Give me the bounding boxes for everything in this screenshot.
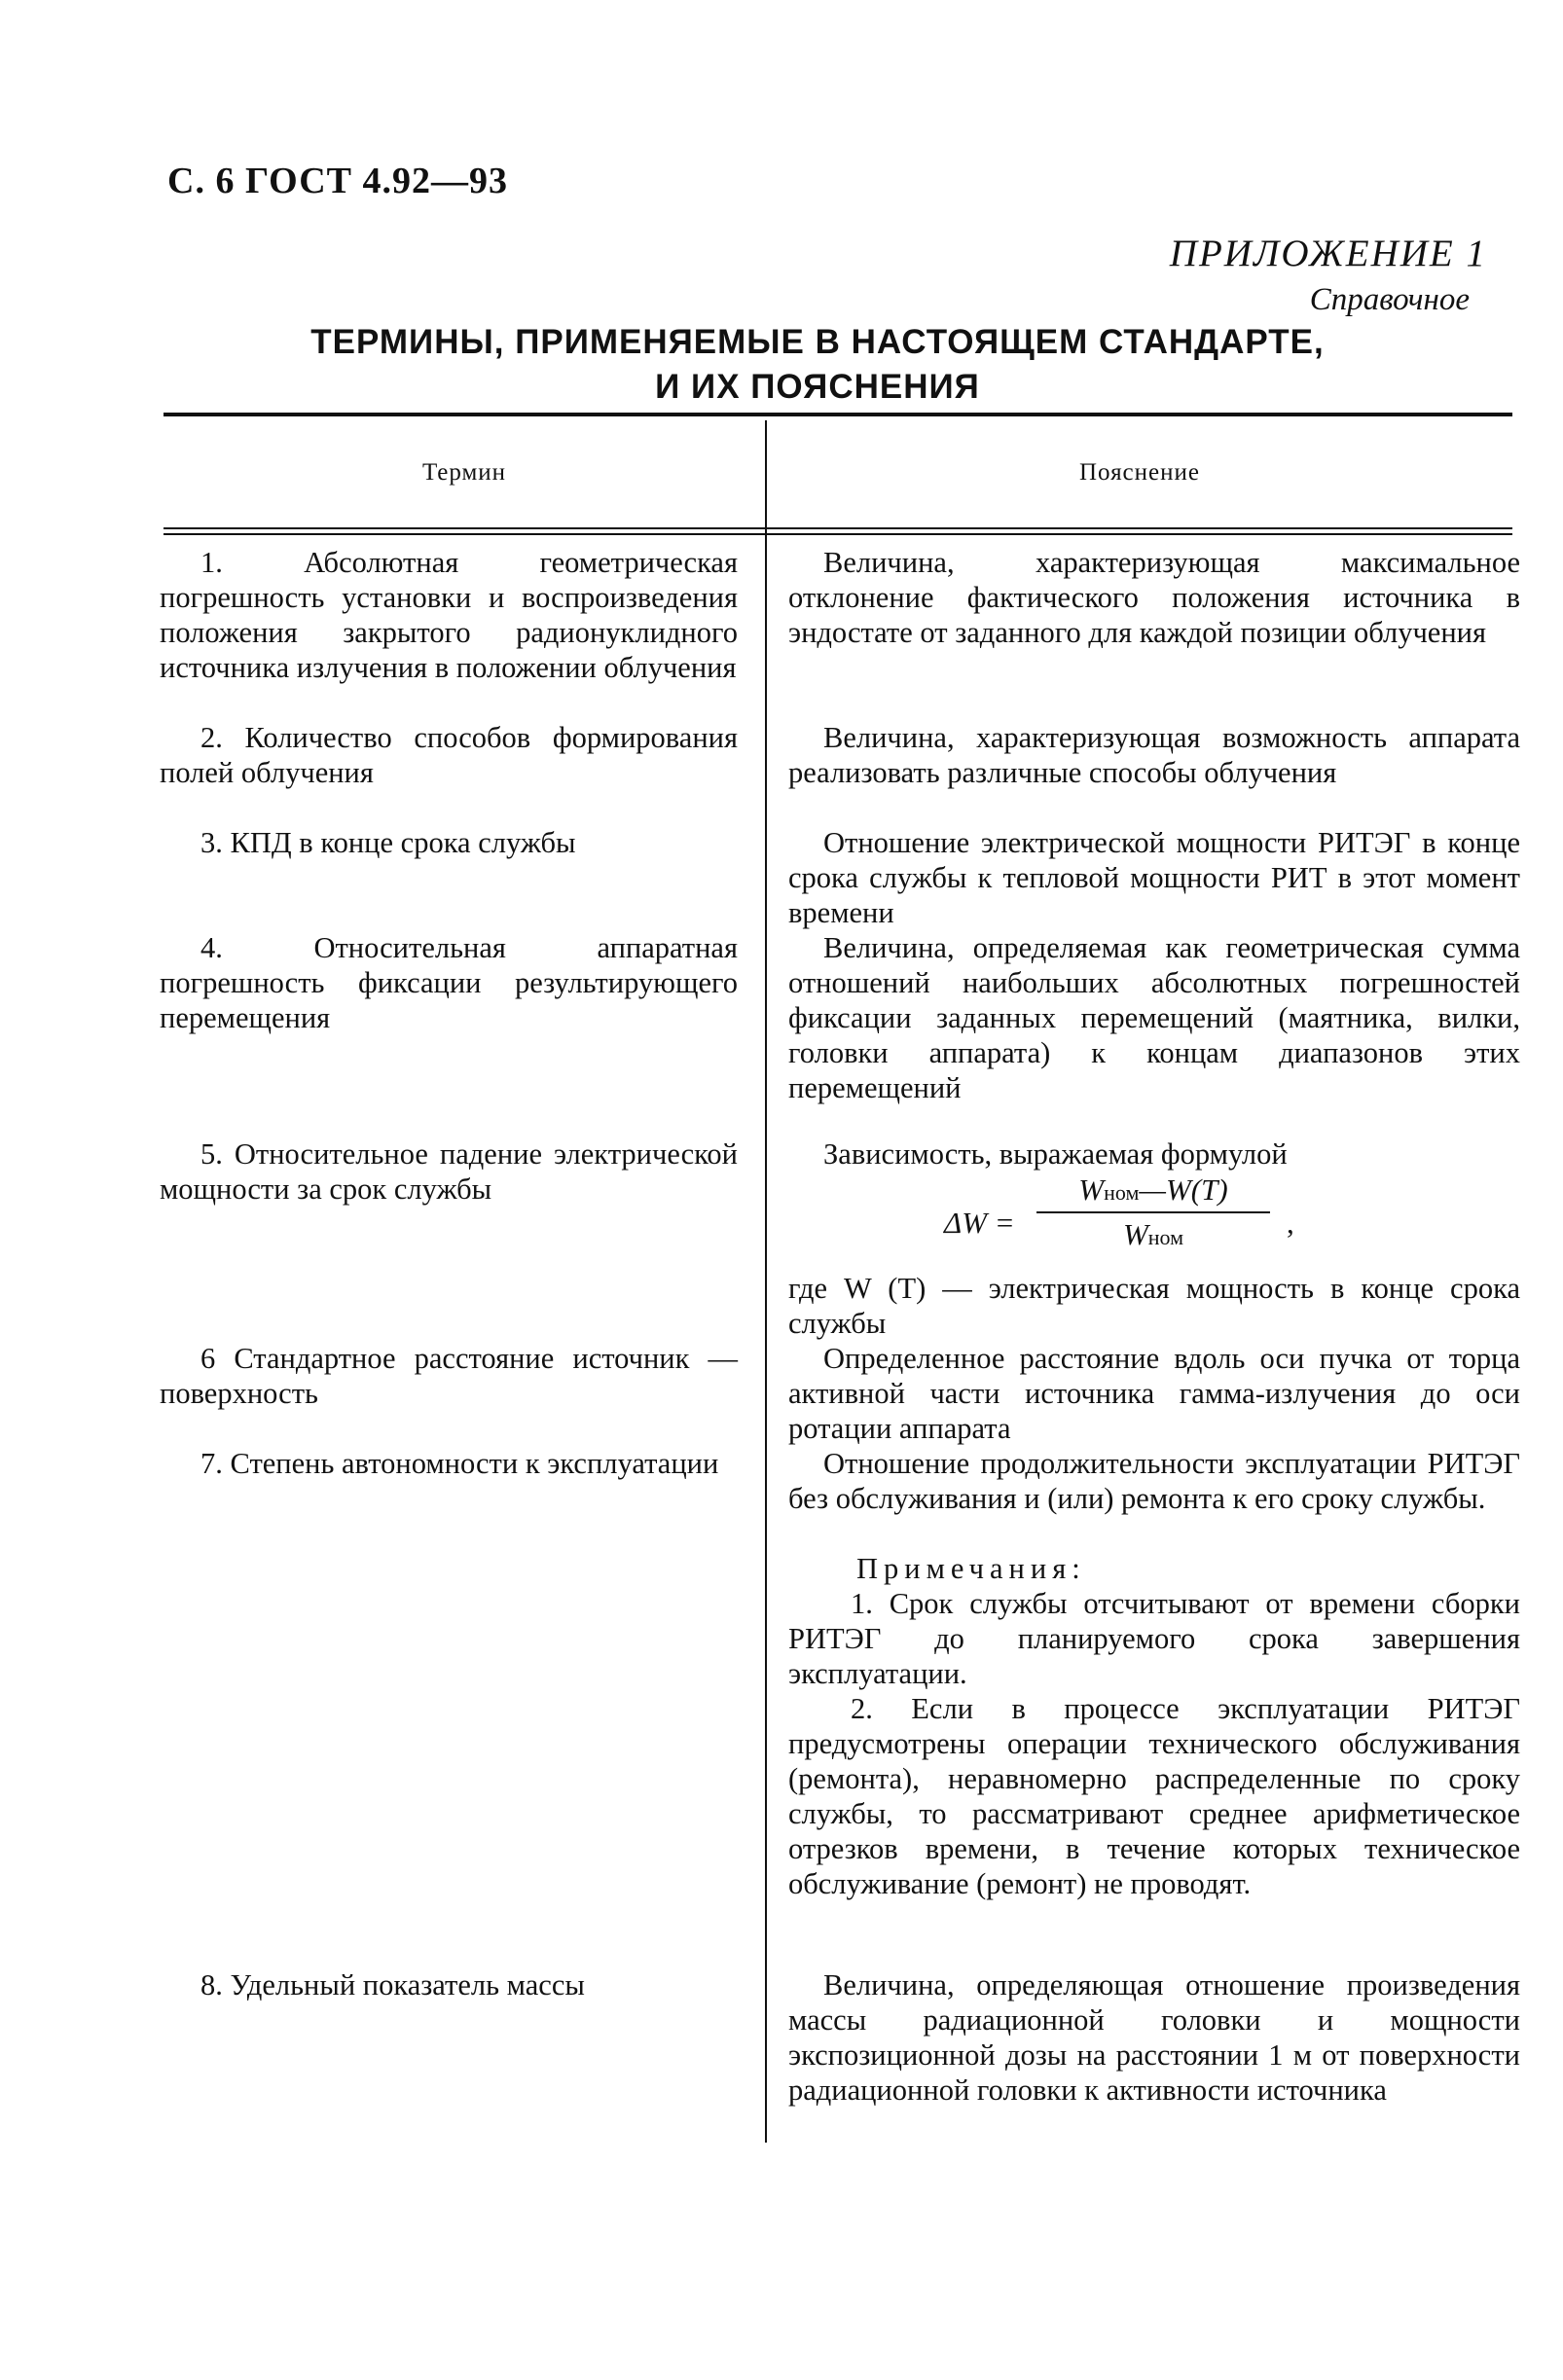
explanation-4: Величина, определяемая как геометрическая сумма отношений наибольших абсолютных погрешностей фиксации заданных перемещений (маятника, вилки, головки аппарата) к концам диапазонов этих перемещений — [788, 931, 1520, 1104]
term-2: 2. Количество способов формирования полей облучения — [160, 721, 738, 789]
numerator-subscript: ном — [1104, 1180, 1140, 1205]
term-7: 7. Степень автономности к эксплуатации — [200, 1447, 719, 1480]
formula-comma: , — [1287, 1206, 1294, 1240]
fraction-bar — [1036, 1211, 1270, 1213]
explanation-7: Отношение продолжительности эксплуатации РИТЭГ без обслуживания и (или) ремонта к его сроку службы. — [788, 1447, 1520, 1515]
column-header-term: Термин — [421, 459, 507, 486]
explanation-5-after: где W (T) — электрическая мощность в конце срока службы — [788, 1272, 1520, 1340]
term-4: 4. Относительная аппаратная погрешность фиксации результирующего перемещения — [160, 931, 738, 1034]
column-header-explanation: Пояснение — [1078, 459, 1200, 486]
formula-denominator — [1036, 1217, 1270, 1252]
header-bottom-rule — [164, 527, 1512, 529]
section-title-line2: И ИХ ПОЯСНЕНИЯ — [655, 368, 980, 406]
delta-w-formula — [944, 1172, 1353, 1270]
term-5: 5. Относительное падение электрической мощности за срок службы — [160, 1137, 738, 1206]
term-3: 3. КПД в конце срока службы — [200, 826, 576, 859]
section-title-line1: ТЕРМИНЫ, ПРИМЕНЯЕМЫЕ В НАСТОЯЩЕМ СТАНДАРТЕ, — [310, 323, 1325, 361]
appendix-label: ПРИЛОЖЕНИЕ 1 — [1169, 233, 1487, 274]
header-bottom-rule-2 — [164, 533, 1512, 535]
notes-title: Примечания: — [856, 1552, 1086, 1585]
table-top-rule — [164, 413, 1512, 416]
formula-fraction — [1036, 1172, 1270, 1252]
explanation-1: Величина, характеризующая максимальное отклонение фактического положения источника в эндостате от заданного для каждой позиции облучения — [788, 546, 1520, 649]
explanation-3: Отношение электрической мощности РИТЭГ в конце срока службы к тепловой мощности РИТ в этот момент времени — [788, 826, 1520, 929]
term-8: 8. Удельный показатель массы — [200, 1968, 585, 2001]
note-2: 2. Если в процессе эксплуатации РИТЭГ предусмотрены операции технического обслуживания (ремонта), неравномерно распределенные по сроку службы, то рассматривают среднее арифметическое отрезков времени, в течение которых техническое обслуживание (ремонт) не проводят. — [788, 1692, 1520, 1900]
denominator-subscript: ном — [1147, 1225, 1184, 1249]
column-divider — [765, 420, 767, 2143]
numerator-w: W — [1078, 1172, 1105, 1207]
explanation-5-intro: Зависимость, выражаемая формулой — [823, 1137, 1288, 1171]
term-6: 6 Стандартное расстояние источник — поверхность — [160, 1342, 738, 1410]
page-header: С. 6 ГОСТ 4.92—93 — [167, 161, 508, 201]
formula-numerator — [1036, 1172, 1270, 1208]
formula-lhs: ΔW = — [944, 1206, 1015, 1240]
explanation-8: Величина, определяющая отношение произведения массы радиационной головки и мощности экспозиционной дозы на расстоянии 1 м от поверхности радиационной головки к активности источника — [788, 1968, 1520, 2107]
term-1: 1. Абсолютная геометрическая погрешность установки и воспроизведения положения закрытого радионуклидного источника излучения в положении облучения — [160, 546, 738, 684]
numerator-rest: —W(T) — [1139, 1172, 1228, 1207]
explanation-2: Величина, характеризующая возможность аппарата реализовать различные способы облучения — [788, 721, 1520, 789]
appendix-status: Справочное — [1309, 282, 1470, 317]
explanation-6: Определенное расстояние вдоль оси пучка от торца активной части источника гамма-излучения до оси ротации аппарата — [788, 1342, 1520, 1445]
note-1: 1. Срок службы отсчитывают от времени сборки РИТЭГ до планируемого срока завершения эксплуатации. — [788, 1587, 1520, 1690]
denominator-w: W — [1122, 1217, 1148, 1251]
